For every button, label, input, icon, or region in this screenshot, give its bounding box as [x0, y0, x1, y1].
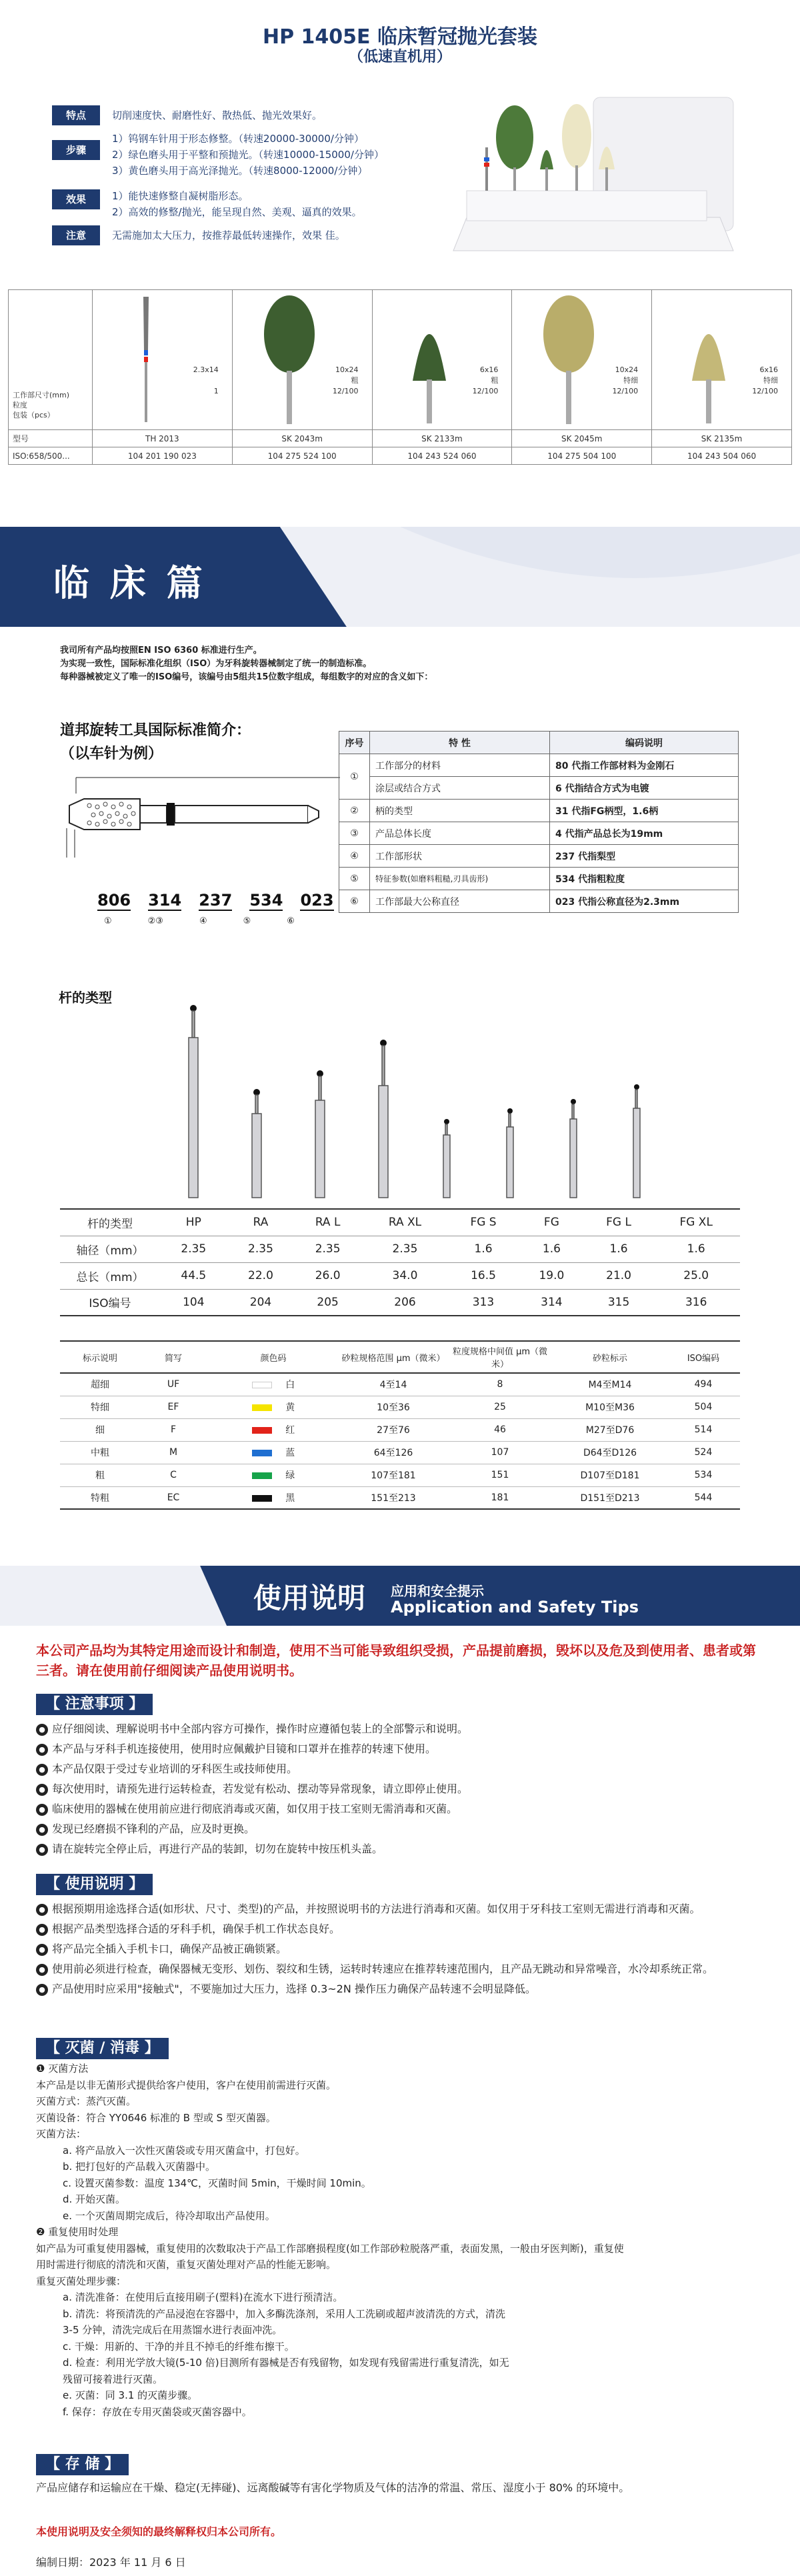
notice-item: ● 发现已经磨损不锋利的产品，应及时更换。: [36, 1819, 764, 1839]
sterilize-line: ❷ 重复使用时处理: [36, 2226, 119, 2238]
grit-table-row: 粗 C 绿 107至181 151 D107至D181 534: [60, 1464, 740, 1486]
product-grit: 特细: [623, 376, 639, 385]
product-size: 6x16: [479, 365, 499, 374]
product-cell: [512, 290, 652, 430]
sterilize-line: 本产品是以非无菌形式提供给客户使用，客户在使用前需进行灭菌。: [36, 2079, 337, 2091]
iso-cell: 104 275 504 100: [512, 447, 652, 465]
usage-item: ● 将产品完全插入手机卡口，确保产品被正确锁紧。: [36, 1939, 764, 1959]
iso-code-group: 023: [300, 891, 334, 910]
sterilize-line: 残留可接着进行灭菌。: [63, 2373, 163, 2385]
product-cell: [232, 290, 372, 430]
iso-code-group: 806: [97, 891, 131, 910]
iso-code-group: 314: [148, 891, 182, 910]
feature-row: [52, 184, 479, 220]
usage-item: ● 产品使用时应采用"接触式"，不要施加过大压力，选择 0.3~2N 操作压力确保产品转速不会明显降低。: [36, 1979, 764, 1999]
warning-text: 本公司产品均为其特定用途而设计和制造，使用不当可能导致组织受损，产品提前磨损，毁坏以及危及到使用者、患者或第三者。请在使用前仔细阅读产品使用说明书。: [36, 1642, 756, 1678]
feature-row: [52, 225, 479, 245]
iso-cell: 104 201 190 023: [92, 447, 232, 465]
iso-diagram-heading: 道邦旋转工具国际标准简介：: [60, 722, 251, 739]
iso-table-row: ⑤ 特征参数(如磨料粗糙,刃具齿形) 534 代指粗粒度: [339, 868, 739, 890]
iso-code-marker: ④: [199, 916, 207, 926]
notice-item: ● 临床使用的器械在使用前应进行彻底消毒或灭菌，如仅用于技工室则无需消毒和灭菌。: [36, 1799, 764, 1819]
sterilize-line: d. 检查：利用光学放大镜(5-10 倍)目测所有器械是否有残留物，如发现有残留需进行重复清洗，如无: [63, 2357, 509, 2369]
feature-text: 无需施加太大压力，按推荐最低转速操作，效果 佳。: [112, 229, 345, 241]
product-cell: [372, 290, 512, 430]
tungsten-bur-image: [126, 297, 166, 423]
product-cell: [92, 290, 232, 430]
model-cell: SK 2043m: [232, 430, 372, 447]
green-polisher-small-image: [399, 294, 459, 427]
iso-cell: 104 243 504 060: [652, 447, 792, 465]
iso-code-marker: ①: [104, 916, 112, 926]
shank-table-row: 总长（mm） 44.5 22.0 26.0 34.0 16.5 19.0 21.0 25.0: [60, 1262, 740, 1289]
feature-row: [52, 105, 479, 125]
model-cell: SK 2135m: [652, 430, 792, 447]
iso-code-group: 534: [249, 891, 283, 910]
feature-text: 1）能快速修整自凝树脂形态。: [112, 190, 249, 202]
kit-photo: [440, 84, 747, 284]
iso-code-marker: ⑥: [287, 916, 295, 926]
usage-banner-title: 使用说明: [253, 1582, 366, 1614]
sterilize-heading: 【 灭菌 / 消毒 】: [36, 2038, 169, 2059]
feature-text: 3）黄色磨头用于高光泽抛光。（转速8000-12000/分钟）: [112, 165, 368, 177]
sterilize-line: 重复灭菌处理步骤：: [36, 2275, 127, 2287]
bullet-icon: ●: [36, 1824, 48, 1836]
bullet-icon: ●: [36, 1804, 48, 1816]
feature-tag: 特点: [52, 105, 100, 125]
grit-table-row: 中粗 M 蓝 64至126 107 D64至D126 524: [60, 1441, 740, 1464]
grit-table-header: 标示说明 简写 颜色码 砂粒规格范围 μm（微米） 粒度规格中间值 μm（微米） 砂粒标示 ISO编码: [60, 1341, 740, 1373]
sterilize-line: e. 灭菌：同 3.1 的灭菌步骤。: [63, 2389, 198, 2401]
storage-section: [36, 2454, 764, 2498]
iso-table-row: ④ 工作部形状 237 代指梨型: [339, 845, 739, 868]
grit-table-row: 超细 UF 白 4至14 8 M4至M14 494: [60, 1373, 740, 1396]
sterilize-line: d. 开始灭菌。: [63, 2193, 126, 2205]
feature-text: 1）钨钢车针用于形态修整。（转速20000-30000/分钟）: [112, 133, 364, 145]
storage-text: 产品应储存和运输应在干燥、稳定(无摔碰)、远离酸碱等有害化学物质及气体的洁净的常温、常压、湿度小于 80% 的环境中。: [36, 2481, 630, 2494]
usage-banner-sub-cn: 应用和安全提示: [391, 1583, 484, 1599]
grit-table-row: 特细 EF 黄 10至36 25 M10至M36 504: [60, 1396, 740, 1418]
product-size: 2.3x14: [193, 365, 219, 374]
bullet-icon: ●: [36, 1944, 48, 1956]
feature-text: 切削速度快、耐磨性好、散热低、抛光效果好。: [112, 109, 323, 121]
color-swatch: [252, 1404, 272, 1411]
usage-item: ● 根据产品类型选择合适的牙科手机，确保手机工作状态良好。: [36, 1919, 764, 1939]
grit-table-row: 特粗 EC 黑 151至213 181 D151至D213 544: [60, 1486, 740, 1509]
page-title: HP 1405E 临床暂冠抛光套装: [263, 25, 537, 49]
sterilize-section: [36, 2038, 764, 2420]
iso-row: ISO:658/500... 104 201 190 023 104 275 524 100 104 243 524 060 104 275 504 100 104 243 504 060: [9, 447, 792, 465]
usage-heading: 【 使用说明 】: [36, 1874, 153, 1895]
iso-table-header: 序号 特 性 编码说明: [339, 732, 739, 754]
color-swatch: [252, 1427, 272, 1434]
product-pack: 12/100: [752, 387, 778, 395]
iso-code-groups: [97, 891, 334, 911]
sterilize-line: b. 把打包好的产品载入灭菌器中。: [63, 2161, 216, 2173]
iso-diagram: [60, 719, 340, 946]
feature-tag: 注意: [52, 225, 100, 245]
shank-table: [60, 1208, 740, 1316]
feature-text: 2）绿色磨头用于平整和预抛光。（转速10000-15000/分钟）: [112, 149, 384, 161]
product-size: 10x24: [615, 365, 639, 374]
notice-item: ● 请在旋转完全停止后，再进行产品的装卸，切勿在旋转中按压机头盖。: [36, 1839, 764, 1859]
shank-table-row: 轴径（mm） 2.35 2.35 2.35 2.35 1.6 1.6 1.6 1.6: [60, 1236, 740, 1262]
sterilize-line: 灭菌方法：: [36, 2128, 87, 2140]
sterilize-line: a. 将产品放入一次性灭菌袋或专用灭菌盒中，打包好。: [63, 2144, 305, 2157]
features-section: [52, 105, 479, 245]
color-swatch: [252, 1472, 272, 1479]
grit-table-row: 细 F 红 27至76 46 M27至D76 514: [60, 1418, 740, 1441]
sterilize-line: ❶ 灭菌方法: [36, 2063, 89, 2075]
sterilize-line: e. 一个灭菌周期完成后，待冷却取出产品使用。: [63, 2209, 275, 2222]
bullet-icon: ●: [36, 1964, 48, 1976]
sterilize-line: 灭菌设备：符合 YY0646 标准的 B 型或 S 型灭菌器。: [36, 2111, 276, 2124]
iso-table-row: ⑥ 工作部最大公称直径 023 代指公称直径为2.3mm: [339, 890, 739, 913]
bullet-icon: ●: [36, 1784, 48, 1796]
product-table: [8, 289, 792, 465]
sterilize-line: c. 干燥：用新的、干净的并且不掉毛的纤维布擦干。: [63, 2340, 295, 2353]
notice-item: ● 本产品仅限于受过专业培训的牙科医生或技师使用。: [36, 1759, 764, 1779]
product-pack: 12/100: [472, 387, 499, 395]
yellow-polisher-small-image: [679, 294, 739, 427]
iso-code-marker: ⑤: [243, 916, 251, 926]
bullet-icon: ●: [36, 1844, 48, 1856]
product-table-row-labels: 工作部尺寸(mm) 粒度 包装（pcs）: [9, 290, 93, 430]
model-cell: SK 2133m: [372, 430, 512, 447]
shank-illustration: [60, 1000, 740, 1200]
notice-heading: 【 注意事项 】: [36, 1694, 153, 1715]
sterilize-line: a. 清洗准备：在使用后直接用刷子(塑料)在流水下进行预清洁。: [63, 2291, 343, 2303]
notice-item: ● 每次使用时，请预先进行运转检查，若发觉有松动、摆动等异常现象，请立即停止使用。: [36, 1779, 764, 1799]
bullet-icon: ●: [36, 1984, 48, 1996]
shank-table-row: ISO编号 104 204 205 206 313 314 315 316: [60, 1289, 740, 1316]
shank-table-header: 杆的类型 HP RA RA L RA XL FG S FG FG L FG XL: [60, 1209, 740, 1236]
feature-row: [52, 131, 479, 179]
storage-heading: 【 存 储 】: [36, 2454, 129, 2475]
iso-code-marker: ②③: [147, 916, 163, 926]
bullet-icon: ●: [36, 1924, 48, 1936]
usage-banner: [0, 1559, 800, 1632]
usage-section: [36, 1874, 764, 1999]
iso-cell: 104 275 524 100: [232, 447, 372, 465]
feature-tag: 效果: [52, 189, 100, 209]
iso-table-row: ② 柄的类型 31 代指FG柄型，1.6柄: [339, 800, 739, 822]
usage-item: ● 使用前必须进行检查，确保器械无变形、划伤、裂纹和生锈，运转时转速应在推荐转速范围内，且产品无跳动和异常噪音，水冷却系统正常。: [36, 1959, 764, 1979]
clinic-title: 临 床 篇: [53, 562, 207, 604]
product-cell: [652, 290, 792, 430]
page-subtitle: （低速直机用）: [348, 49, 451, 65]
yellow-polisher-large-image: [539, 294, 599, 427]
sterilize-line: f. 保存：存放在专用灭菌袋或灭菌容器中。: [63, 2405, 252, 2418]
sterilize-line: 3-5 分钟，清洗完成后在用蒸馏水进行表面冲洗。: [63, 2324, 283, 2336]
product-pack: 12/100: [612, 387, 639, 395]
final-note: 本使用说明及安全须知的最终解释权归本公司所有。: [36, 2525, 282, 2538]
bur-diagram-image: [60, 772, 340, 886]
product-grit: 粗: [351, 376, 359, 385]
product-grit: 粗: [491, 376, 499, 385]
notice-item: ● 本产品与牙科手机连接使用，使用时应佩戴护目镜和口罩并在推荐的转速下使用。: [36, 1739, 764, 1759]
bullet-icon: ●: [36, 1724, 48, 1736]
grit-table: [60, 1340, 740, 1510]
sterilize-line: 如产品为可重复使用器械，重复使用的次数取决于产品工作部磨损程度(如工作部砂粒脱落严重，表面发黑，一般由牙医判断)，重复使: [36, 2242, 624, 2255]
usage-banner-sub-en: Application and Safety Tips: [391, 1598, 639, 1616]
iso-table-row: 涂层或结合方式 6 代指结合方式为电镀: [339, 777, 739, 800]
iso-cell: 104 243 524 060: [372, 447, 512, 465]
color-swatch: [252, 1495, 272, 1502]
usage-item: ● 根据预期用途选择合适(如形状、尺寸、类型)的产品，并按照说明书的方法进行消毒和灭菌。如仅用于牙科技工室则无需进行消毒和灭菌。: [36, 1899, 764, 1919]
model-row: 型号 TH 2013 SK 2043m SK 2133m SK 2045m SK 2135m: [9, 430, 792, 447]
green-polisher-large-image: [259, 294, 319, 427]
notice-section: [36, 1694, 764, 1859]
iso-intro: 我司所有产品均按照EN ISO 6360 标准进行生产。 为实现一致性，国际标准化组织（ISO）为牙科旋转器械制定了统一的制造标准。 每种器械被定义了唯一的ISO编号，该编号由5组共15位数字组成，每组数字的对应的含义如下：: [60, 646, 433, 682]
model-cell: TH 2013: [92, 430, 232, 447]
iso-diagram-subheading: （以车针为例）: [60, 746, 163, 762]
sterilize-line: 用时需进行彻底的清洗和灭菌，重复灭菌处理对产品的性能无影响。: [36, 2259, 337, 2271]
iso-table: [339, 731, 739, 913]
product-pack: 1: [213, 387, 219, 395]
iso-table-row: ③ 产品总体长度 4 代指产品总长为19mm: [339, 822, 739, 845]
iso-code-group: 237: [199, 891, 233, 910]
iso-table-row: ① 工作部分的材料 80 代指工作部材料为金刚石: [339, 754, 739, 777]
iso-code-markers: [104, 916, 295, 926]
bullet-icon: ●: [36, 1764, 48, 1776]
edit-date: 编制日期：2023 年 11 月 6 日: [36, 2556, 186, 2569]
feature-tag: 步骤: [52, 140, 100, 160]
model-cell: SK 2045m: [512, 430, 652, 447]
product-size: 6x16: [759, 365, 778, 374]
feature-text: 2）高效的修整/抛光，能呈现自然、美观、逼真的效果。: [112, 206, 362, 218]
color-swatch: [252, 1450, 272, 1456]
sterilize-line: 灭菌方式：蒸汽灭菌。: [36, 2095, 137, 2107]
notice-item: ● 应仔细阅读、理解说明书中全部内容方可操作，操作时应遵循包装上的全部警示和说明。: [36, 1719, 764, 1739]
bullet-icon: ●: [36, 1904, 48, 1916]
shank-heading: 杆的类型: [59, 990, 112, 1006]
product-pack: 12/100: [332, 387, 359, 395]
sterilize-line: c. 设置灭菌参数：温度 134℃，灭菌时间 5min，干燥时间 10min。: [63, 2177, 371, 2189]
clinic-banner: [0, 527, 800, 627]
bullet-icon: ●: [36, 1744, 48, 1756]
product-size: 10x24: [335, 365, 359, 374]
product-grit: 特细: [763, 376, 778, 385]
color-swatch: [252, 1382, 272, 1388]
sterilize-line: b. 清洗：将预清洗的产品浸泡在容器中，加入多酶洗涤剂，采用人工洗刷或超声波清洗的方式，清洗: [63, 2307, 506, 2320]
